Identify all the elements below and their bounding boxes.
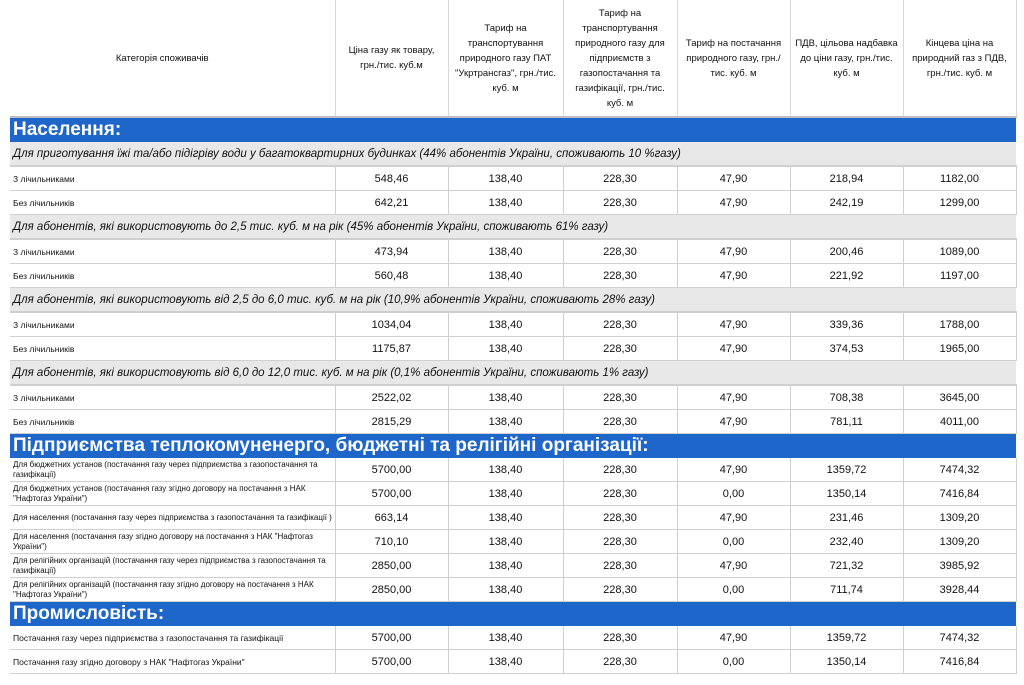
gas-price-cell: 5700,00 — [335, 458, 448, 482]
header-final-price: Кінцева ціна на природний газ з ПДВ, грн./тис. куб. м — [903, 0, 1016, 117]
final-price-cell: 7474,32 — [903, 458, 1016, 482]
header-category: Категорія споживачів — [10, 0, 335, 117]
row-label: Постачання газу через підприємства з газопостачання та газифікації — [10, 626, 335, 650]
gas-price-cell: 560,48 — [335, 264, 448, 288]
row-label: Для населення (постачання газу через підприємства з газопостачання та газифікації ) — [10, 506, 335, 530]
table-row — [10, 458, 1016, 482]
transport-ukrtransgaz-cell: 138,40 — [448, 578, 563, 602]
gas-price-cell: 5700,00 — [335, 482, 448, 506]
subheader-row: Для приготування їжі та/або підігріву води у багатоквартирних будинках (44% абонентів України, споживають 10 %газу) — [10, 142, 1016, 166]
table-row — [10, 626, 1016, 650]
vat-cell: 1359,72 — [790, 626, 903, 650]
vat-cell: 200,46 — [790, 239, 903, 264]
final-price-cell: 1299,00 — [903, 191, 1016, 215]
gas-price-cell: 1034,04 — [335, 312, 448, 337]
supply-tariff-cell: 47,90 — [677, 239, 790, 264]
table-row — [10, 578, 1016, 602]
transport-distribution-cell: 228,30 — [563, 482, 677, 506]
row-label: З лічильниками — [10, 385, 335, 410]
vat-cell: 231,46 — [790, 506, 903, 530]
final-price-cell: 4011,00 — [903, 410, 1016, 434]
row-label: Без лічильників — [10, 410, 335, 434]
transport-ukrtransgaz-cell: 138,40 — [448, 166, 563, 191]
header-transport-distribution: Тариф на транспортування природного газу для підприємств з газопостачання та газифікації, грн./тис. куб. м — [563, 0, 677, 117]
transport-ukrtransgaz-cell: 138,40 — [448, 337, 563, 361]
transport-distribution-cell: 228,30 — [563, 337, 677, 361]
supply-tariff-cell: 47,90 — [677, 312, 790, 337]
vat-cell: 1359,72 — [790, 458, 903, 482]
transport-distribution-cell: 228,30 — [563, 191, 677, 215]
final-price-cell: 3985,92 — [903, 554, 1016, 578]
vat-cell: 218,94 — [790, 166, 903, 191]
gas-price-cell: 5700,00 — [335, 626, 448, 650]
section-industry: Промисловість: — [10, 602, 1016, 627]
vat-cell: 374,53 — [790, 337, 903, 361]
final-price-cell: 3928,44 — [903, 578, 1016, 602]
gas-price-cell: 1175,87 — [335, 337, 448, 361]
header-row — [10, 0, 1016, 117]
transport-distribution-cell: 228,30 — [563, 385, 677, 410]
gas-price-cell: 548,46 — [335, 166, 448, 191]
header-vat: ПДВ, цільова надбавка до ціни газу, грн./тис. куб. м — [790, 0, 903, 117]
final-price-cell: 1309,20 — [903, 530, 1016, 554]
transport-distribution-cell: 228,30 — [563, 626, 677, 650]
supply-tariff-cell: 47,90 — [677, 554, 790, 578]
subheader-row: Для абонентів, які використовують від 2,5 до 6,0 тис. куб. м на рік (10,9% абонентів України, споживають 28% газу) — [10, 288, 1016, 313]
table-row — [10, 166, 1016, 191]
final-price-cell: 3645,00 — [903, 385, 1016, 410]
transport-ukrtransgaz-cell: 138,40 — [448, 191, 563, 215]
transport-ukrtransgaz-cell: 138,40 — [448, 506, 563, 530]
table-row — [10, 337, 1016, 361]
vat-cell: 1350,14 — [790, 482, 903, 506]
transport-distribution-cell: 228,30 — [563, 578, 677, 602]
row-label: Без лічильників — [10, 191, 335, 215]
transport-ukrtransgaz-cell: 138,40 — [448, 482, 563, 506]
table-row — [10, 264, 1016, 288]
transport-distribution-cell: 228,30 — [563, 506, 677, 530]
supply-tariff-cell: 47,90 — [677, 385, 790, 410]
header-transport-ukrtransgaz: Тариф на транспортування природного газу ПАТ "Укртрансгаз", грн./тис. куб. м — [448, 0, 563, 117]
supply-tariff-cell: 0,00 — [677, 530, 790, 554]
transport-ukrtransgaz-cell: 138,40 — [448, 312, 563, 337]
transport-ukrtransgaz-cell: 138,40 — [448, 385, 563, 410]
row-label: З лічильниками — [10, 239, 335, 264]
table-row — [10, 312, 1016, 337]
transport-distribution-cell: 228,30 — [563, 458, 677, 482]
tariff-table — [10, 0, 1017, 674]
subheader-row: Для абонентів, які використовують до 2,5 тис. куб. м на рік (45% абонентів України, споживають 61% газу) — [10, 215, 1016, 240]
transport-distribution-cell: 228,30 — [563, 312, 677, 337]
vat-cell: 1350,14 — [790, 650, 903, 674]
row-label: Для релігійних організацій (постачання газу згідно договору на постачання з НАК "Нафтогаз України") — [10, 578, 335, 602]
row-label: З лічильниками — [10, 312, 335, 337]
final-price-cell: 1309,20 — [903, 506, 1016, 530]
gas-price-cell: 2522,02 — [335, 385, 448, 410]
supply-tariff-cell: 0,00 — [677, 482, 790, 506]
transport-ukrtransgaz-cell: 138,40 — [448, 650, 563, 674]
transport-distribution-cell: 228,30 — [563, 530, 677, 554]
header-supply-tariff: Тариф на постачання природного газу, грн./тис. куб. м — [677, 0, 790, 117]
gas-price-cell: 2850,00 — [335, 578, 448, 602]
row-label: Без лічильників — [10, 264, 335, 288]
transport-ukrtransgaz-cell: 138,40 — [448, 458, 563, 482]
final-price-cell: 1965,00 — [903, 337, 1016, 361]
gas-price-cell: 473,94 — [335, 239, 448, 264]
gas-price-cell: 642,21 — [335, 191, 448, 215]
transport-distribution-cell: 228,30 — [563, 264, 677, 288]
supply-tariff-cell: 47,90 — [677, 506, 790, 530]
transport-distribution-cell: 228,30 — [563, 239, 677, 264]
row-label: Без лічильників — [10, 337, 335, 361]
subheader-row: Для абонентів, які використовують від 6,0 до 12,0 тис. куб. м на рік (0,1% абонентів України, споживають 1% газу) — [10, 361, 1016, 386]
gas-price-cell: 5700,00 — [335, 650, 448, 674]
vat-cell: 708,38 — [790, 385, 903, 410]
transport-distribution-cell: 228,30 — [563, 554, 677, 578]
table-row — [10, 650, 1016, 674]
table-row — [10, 506, 1016, 530]
row-label: Постачання газу згідно договору з НАК "Нафтогаз України" — [10, 650, 335, 674]
supply-tariff-cell: 47,90 — [677, 264, 790, 288]
transport-ukrtransgaz-cell: 138,40 — [448, 239, 563, 264]
vat-cell: 242,19 — [790, 191, 903, 215]
transport-distribution-cell: 228,30 — [563, 410, 677, 434]
gas-price-cell: 663,14 — [335, 506, 448, 530]
vat-cell: 781,11 — [790, 410, 903, 434]
final-price-cell: 1089,00 — [903, 239, 1016, 264]
table-row — [10, 482, 1016, 506]
vat-cell: 339,36 — [790, 312, 903, 337]
vat-cell: 221,92 — [790, 264, 903, 288]
table-row — [10, 410, 1016, 434]
header-gas-price: Ціна газу як товару, грн./тис. куб.м — [335, 0, 448, 117]
final-price-cell: 7416,84 — [903, 650, 1016, 674]
section-heat-budget-religious: Підприємства теплокомуненерго, бюджетні та релігійні організації: — [10, 434, 1016, 459]
transport-ukrtransgaz-cell: 138,40 — [448, 410, 563, 434]
supply-tariff-cell: 0,00 — [677, 650, 790, 674]
supply-tariff-cell: 47,90 — [677, 458, 790, 482]
tariff-table-sheet — [10, 0, 1020, 674]
transport-ukrtransgaz-cell: 138,40 — [448, 626, 563, 650]
supply-tariff-cell: 47,90 — [677, 626, 790, 650]
table-row — [10, 385, 1016, 410]
row-label: Для бюджетних установ (постачання газу через підприємства з газопостачання та газифікації) — [10, 458, 335, 482]
section-population: Населення: — [10, 117, 1016, 142]
final-price-cell: 1788,00 — [903, 312, 1016, 337]
row-label: Для населення (постачання газу згідно договору на постачання з НАК "Нафтогаз України") — [10, 530, 335, 554]
transport-ukrtransgaz-cell: 138,40 — [448, 554, 563, 578]
supply-tariff-cell: 47,90 — [677, 337, 790, 361]
row-label: Для релігійних організацій (постачання газу через підприємства з газопостачання та газифікації) — [10, 554, 335, 578]
transport-distribution-cell: 228,30 — [563, 650, 677, 674]
transport-distribution-cell: 228,30 — [563, 166, 677, 191]
table-row — [10, 239, 1016, 264]
row-label: З лічильниками — [10, 166, 335, 191]
supply-tariff-cell: 47,90 — [677, 191, 790, 215]
gas-price-cell: 2815,29 — [335, 410, 448, 434]
supply-tariff-cell: 47,90 — [677, 410, 790, 434]
supply-tariff-cell: 0,00 — [677, 578, 790, 602]
transport-ukrtransgaz-cell: 138,40 — [448, 264, 563, 288]
final-price-cell: 7474,32 — [903, 626, 1016, 650]
supply-tariff-cell: 47,90 — [677, 166, 790, 191]
final-price-cell: 7416,84 — [903, 482, 1016, 506]
table-row — [10, 530, 1016, 554]
gas-price-cell: 2850,00 — [335, 554, 448, 578]
row-label: Для бюджетних установ (постачання газу згідно договору на постачання з НАК "Нафтогаз України") — [10, 482, 335, 506]
vat-cell: 232,40 — [790, 530, 903, 554]
table-row — [10, 191, 1016, 215]
transport-ukrtransgaz-cell: 138,40 — [448, 530, 563, 554]
table-row — [10, 554, 1016, 578]
vat-cell: 711,74 — [790, 578, 903, 602]
gas-price-cell: 710,10 — [335, 530, 448, 554]
final-price-cell: 1182,00 — [903, 166, 1016, 191]
vat-cell: 721,32 — [790, 554, 903, 578]
final-price-cell: 1197,00 — [903, 264, 1016, 288]
